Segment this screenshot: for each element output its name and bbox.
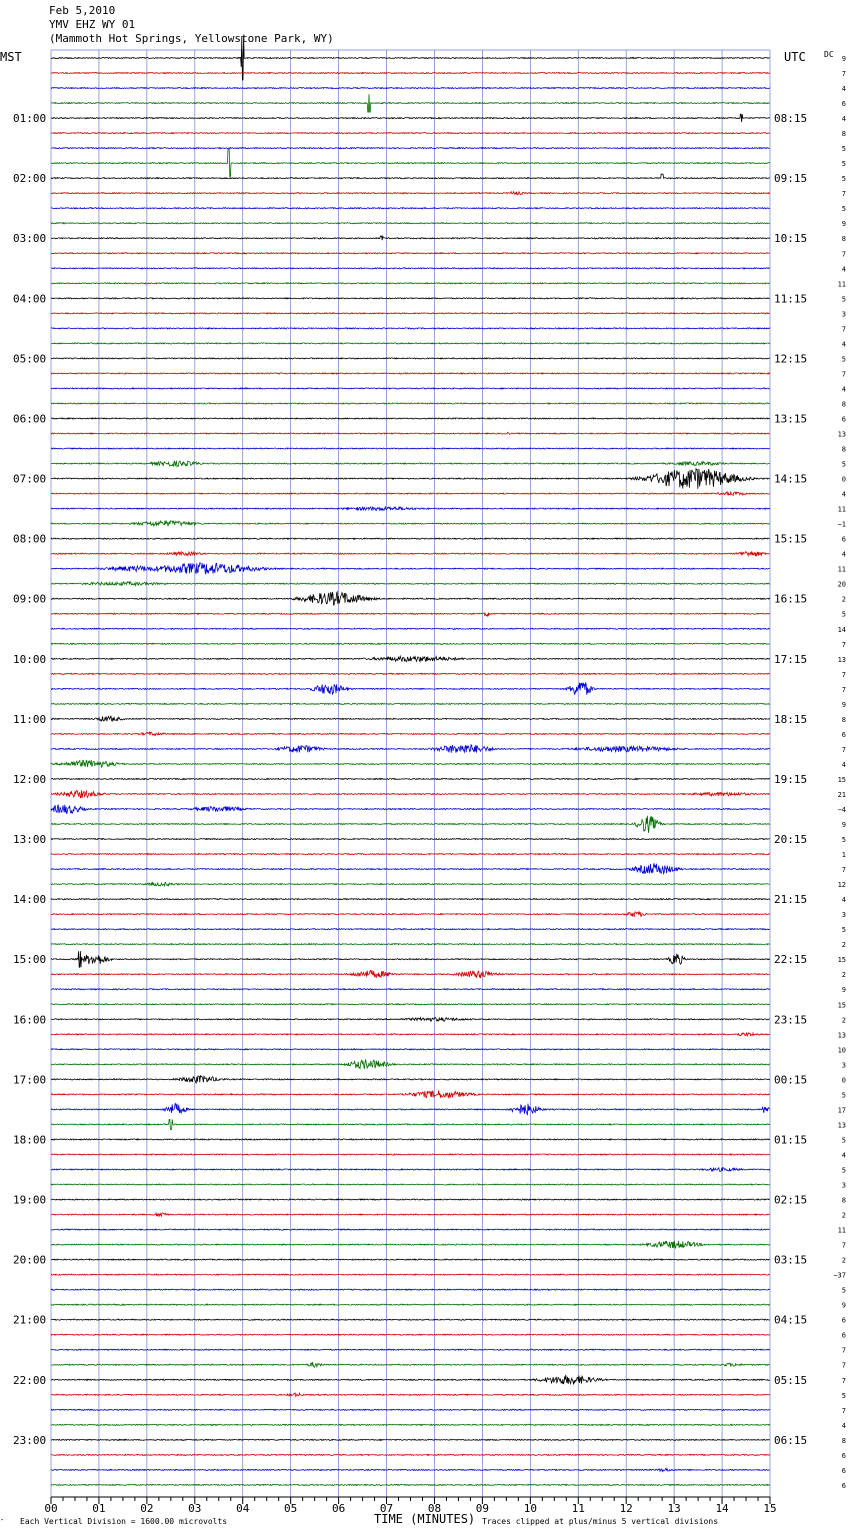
x-tick-label: 08 bbox=[427, 1502, 442, 1515]
left-hour-label: 04:00 bbox=[13, 292, 47, 306]
dc-offset-label: 6 bbox=[841, 1331, 846, 1340]
x-tick-label: 07 bbox=[379, 1502, 394, 1515]
dc-offset-label: 2 bbox=[841, 941, 846, 950]
dc-offset-label: −37 bbox=[833, 1271, 846, 1280]
right-hour-label: 11:15 bbox=[774, 292, 808, 306]
right-hour-label: 19:15 bbox=[774, 772, 808, 786]
right-hour-label: 15:15 bbox=[774, 532, 808, 546]
trace-line bbox=[51, 283, 770, 284]
trace-line bbox=[51, 521, 770, 527]
trace-line bbox=[51, 628, 770, 629]
trace-line bbox=[51, 1154, 770, 1155]
dc-offset-label: 2 bbox=[841, 1016, 846, 1025]
trace-line bbox=[51, 1060, 770, 1069]
right-hour-label: 09:15 bbox=[774, 172, 808, 186]
dc-offset-label: 5 bbox=[841, 160, 846, 169]
dc-offset-label: 3 bbox=[841, 310, 846, 319]
trace-line bbox=[51, 1393, 770, 1396]
dc-offset-label: 13 bbox=[837, 1031, 846, 1040]
trace-line bbox=[51, 328, 770, 329]
trace-line bbox=[51, 94, 770, 112]
left-hour-label: 02:00 bbox=[13, 172, 47, 186]
left-hour-label: 13:00 bbox=[13, 833, 47, 847]
right-hour-label: 01:15 bbox=[774, 1133, 808, 1147]
dc-offset-label: 2 bbox=[841, 1256, 846, 1265]
dc-offset-label: 7 bbox=[841, 866, 846, 875]
dc-offset-label: 7 bbox=[841, 1406, 846, 1415]
trace-line bbox=[51, 114, 770, 122]
x-tick-label: 15 bbox=[763, 1502, 777, 1515]
trace-line bbox=[51, 298, 770, 299]
dc-offset-label: 5 bbox=[841, 926, 846, 935]
x-axis-title: TIME (MINUTES) bbox=[374, 1512, 476, 1526]
dc-offset-label: 9 bbox=[841, 986, 846, 995]
dc-offset-label: 15 bbox=[837, 1001, 846, 1010]
trace-line bbox=[51, 882, 770, 886]
dc-offset-label: 9 bbox=[841, 220, 846, 229]
left-hour-label: 09:00 bbox=[13, 592, 47, 606]
trace-line bbox=[51, 673, 770, 674]
trace-line bbox=[51, 1139, 770, 1140]
trace-line bbox=[51, 461, 770, 467]
station-location: (Mammoth Hot Springs, Yellowstone Park, WY) bbox=[49, 32, 334, 45]
clip-note: Traces clipped at plus/minus 5 vertical divisions bbox=[482, 1517, 719, 1526]
dc-offset-label: 5 bbox=[841, 1091, 846, 1100]
trace-line bbox=[51, 492, 770, 496]
dc-offset-label: 8 bbox=[841, 400, 846, 409]
right-hour-label: 00:15 bbox=[774, 1073, 808, 1087]
trace-line bbox=[51, 656, 770, 661]
dc-offset-label: 4 bbox=[841, 115, 846, 124]
left-hour-label: 14:00 bbox=[13, 893, 47, 907]
dc-offset-label: 7 bbox=[841, 1346, 846, 1355]
left-hour-label: 17:00 bbox=[13, 1073, 47, 1087]
plot-date: Feb 5,2010 bbox=[49, 4, 116, 17]
trace-line bbox=[51, 912, 770, 917]
dc-offset-label: 11 bbox=[837, 1226, 846, 1235]
left-hour-label: 06:00 bbox=[13, 412, 47, 426]
dc-offset-label: 5 bbox=[841, 610, 846, 619]
trace-line bbox=[51, 1424, 770, 1425]
dc-offset-label: 8 bbox=[841, 445, 846, 454]
trace-line bbox=[51, 343, 770, 344]
dc-offset-label: 7 bbox=[841, 1376, 846, 1385]
left-hour-label: 11:00 bbox=[13, 712, 47, 726]
x-tick-label: 11 bbox=[571, 1502, 585, 1515]
dc-offset-label: 3 bbox=[841, 911, 846, 920]
trace-line bbox=[51, 223, 770, 224]
dc-offset-label: 13 bbox=[837, 655, 846, 664]
dc-offset-label: 7 bbox=[841, 670, 846, 679]
right-hour-label: 20:15 bbox=[774, 833, 808, 847]
dc-offset-label: 4 bbox=[841, 340, 846, 349]
left-hour-label: 08:00 bbox=[13, 532, 47, 546]
right-hour-label: 14:15 bbox=[774, 472, 808, 486]
dc-offset-label: 6 bbox=[841, 1466, 846, 1475]
dc-offset-label: 11 bbox=[837, 565, 846, 574]
trace-line bbox=[51, 703, 770, 704]
corner-mark: ″ bbox=[0, 1518, 5, 1526]
dc-offset-label: 5 bbox=[841, 1391, 846, 1400]
trace-line bbox=[51, 313, 770, 314]
trace-line bbox=[51, 951, 770, 967]
x-tick-label: 13 bbox=[667, 1502, 681, 1515]
trace-line bbox=[51, 174, 770, 179]
trace-line bbox=[51, 1049, 770, 1050]
x-tick-label: 09 bbox=[475, 1502, 490, 1515]
dc-offset-label: 0 bbox=[841, 1076, 846, 1085]
trace-line bbox=[51, 1468, 770, 1471]
trace-line bbox=[51, 944, 770, 945]
dc-offset-label: 13 bbox=[837, 1121, 846, 1130]
trace-line bbox=[51, 432, 770, 434]
dc-offset-label: 7 bbox=[841, 745, 846, 754]
trace-line bbox=[51, 208, 770, 209]
x-tick-label: 02 bbox=[140, 1502, 154, 1515]
dc-offset-label: 7 bbox=[841, 190, 846, 199]
dc-offset-label: 7 bbox=[841, 640, 846, 649]
trace-line bbox=[51, 192, 770, 195]
trace-line bbox=[51, 1304, 770, 1305]
x-tick-label: 14 bbox=[715, 1502, 729, 1515]
trace-line bbox=[51, 268, 770, 269]
trace-line bbox=[51, 582, 770, 586]
left-hour-label: 22:00 bbox=[13, 1373, 47, 1387]
dc-offset-label: 7 bbox=[841, 685, 846, 694]
left-hour-label: 10:00 bbox=[13, 652, 47, 666]
dc-offset-label: 8 bbox=[841, 1196, 846, 1205]
x-tick-label: 03 bbox=[188, 1502, 202, 1515]
trace-line bbox=[51, 1004, 770, 1005]
dc-offset-label: 4 bbox=[841, 385, 846, 394]
trace-line bbox=[51, 613, 770, 617]
trace-line bbox=[51, 778, 770, 779]
x-tick-label: 05 bbox=[284, 1502, 298, 1515]
trace-line bbox=[51, 253, 770, 254]
trace-line bbox=[51, 1454, 770, 1455]
dc-offset-label: 2 bbox=[841, 971, 846, 980]
dc-offset-label: 6 bbox=[841, 1451, 846, 1460]
trace-line bbox=[51, 73, 770, 74]
dc-offset-label: 5 bbox=[841, 205, 846, 214]
axis-labels bbox=[13, 55, 846, 1515]
trace-line bbox=[51, 816, 770, 833]
trace-line bbox=[51, 133, 770, 134]
dc-offset-label: 8 bbox=[841, 235, 846, 244]
trace-line bbox=[51, 1289, 770, 1290]
dc-offset-label: 6 bbox=[841, 415, 846, 424]
trace-line bbox=[51, 563, 770, 574]
trace-line bbox=[51, 790, 770, 798]
dc-offset-label: 7 bbox=[841, 1361, 846, 1370]
right-hour-label: 21:15 bbox=[774, 893, 808, 907]
dc-offset-label: 5 bbox=[841, 1166, 846, 1175]
dc-offset-label: 4 bbox=[841, 265, 846, 274]
x-tick-label: 01 bbox=[92, 1502, 106, 1515]
dc-offset-label: 5 bbox=[841, 145, 846, 154]
trace-line bbox=[51, 418, 770, 419]
left-hour-label: 12:00 bbox=[13, 772, 47, 786]
dc-offset-label: 2 bbox=[841, 595, 846, 604]
dc-offset-label: 21 bbox=[837, 790, 846, 799]
trace-line bbox=[51, 643, 770, 644]
dc-offset-label: 5 bbox=[841, 1286, 846, 1295]
x-tick-label: 10 bbox=[523, 1502, 537, 1515]
dc-offset-label: 7 bbox=[841, 370, 846, 379]
dc-offset-label: 5 bbox=[841, 460, 846, 469]
dc-offset-label: 8 bbox=[841, 130, 846, 139]
trace-line bbox=[51, 929, 770, 930]
trace-line bbox=[51, 358, 770, 359]
trace-line bbox=[51, 551, 770, 556]
right-hour-label: 05:15 bbox=[774, 1373, 808, 1387]
dc-offset-label: 15 bbox=[837, 956, 846, 965]
trace-line bbox=[51, 805, 770, 814]
trace-line bbox=[51, 989, 770, 990]
right-timezone-label: UTC bbox=[784, 50, 806, 64]
trace-line bbox=[51, 1319, 770, 1320]
dc-offset-label: 5 bbox=[841, 295, 846, 304]
dc-offset-label: 12 bbox=[837, 881, 846, 890]
dc-offset-label: 6 bbox=[841, 535, 846, 544]
right-hour-label: 04:15 bbox=[774, 1313, 808, 1327]
trace-line bbox=[51, 682, 770, 694]
left-hour-label: 15:00 bbox=[13, 953, 47, 967]
dc-offset-label: −1 bbox=[837, 520, 846, 529]
dc-offset-label: 6 bbox=[841, 1316, 846, 1325]
trace-line bbox=[51, 1033, 770, 1036]
trace-line bbox=[51, 1334, 770, 1335]
right-hour-label: 18:15 bbox=[774, 712, 808, 726]
dc-offset-label: 4 bbox=[841, 490, 846, 499]
trace-line bbox=[51, 1409, 770, 1410]
trace-line bbox=[51, 1439, 770, 1440]
dc-offset-label: 5 bbox=[841, 175, 846, 184]
dc-offset-label: 15 bbox=[837, 775, 846, 784]
x-tick-label: 00 bbox=[44, 1502, 58, 1515]
trace-line bbox=[51, 373, 770, 374]
trace-line bbox=[51, 716, 770, 721]
dc-offset-label: 6 bbox=[841, 100, 846, 109]
scale-note: Each Vertical Division = 1600.00 microvolts bbox=[20, 1517, 228, 1526]
dc-offset-label: 10 bbox=[837, 1046, 846, 1055]
dc-offset-label: 4 bbox=[841, 1421, 846, 1430]
left-hour-label: 16:00 bbox=[13, 1013, 47, 1027]
dc-offset-label: 1 bbox=[841, 851, 846, 860]
dc-offset-label: 3 bbox=[841, 1061, 846, 1070]
trace-line bbox=[51, 1119, 770, 1129]
dc-offset-label: 9 bbox=[841, 1301, 846, 1310]
left-hour-label: 21:00 bbox=[13, 1313, 47, 1327]
dc-offset-label: 8 bbox=[841, 1436, 846, 1445]
right-hour-label: 06:15 bbox=[774, 1433, 808, 1447]
dc-offset-label: 11 bbox=[837, 280, 846, 289]
trace-line bbox=[51, 148, 770, 149]
trace-line bbox=[51, 149, 770, 177]
dc-offset-label: 4 bbox=[841, 760, 846, 769]
dc-offset-label: 20 bbox=[837, 580, 846, 589]
dc-offset-label: 4 bbox=[841, 85, 846, 94]
x-tick-label: 04 bbox=[236, 1502, 250, 1515]
x-tick-label: 06 bbox=[331, 1502, 346, 1515]
trace-line bbox=[51, 1375, 770, 1385]
trace-line bbox=[51, 760, 770, 767]
trace-line bbox=[51, 1259, 770, 1260]
trace-line bbox=[51, 1362, 770, 1367]
trace-line bbox=[51, 469, 770, 489]
trace-line bbox=[51, 592, 770, 606]
trace-line bbox=[51, 1168, 770, 1172]
trace-line bbox=[51, 1274, 770, 1275]
left-hour-label: 20:00 bbox=[13, 1253, 47, 1267]
trace-line bbox=[51, 1484, 770, 1485]
right-hour-label: 22:15 bbox=[774, 953, 808, 967]
dc-offset-label: 3 bbox=[841, 1181, 846, 1190]
dc-offset-label: 11 bbox=[837, 505, 846, 514]
trace-line bbox=[51, 448, 770, 449]
trace-line bbox=[51, 839, 770, 840]
right-hour-label: 16:15 bbox=[774, 592, 808, 606]
dc-offset-label: 5 bbox=[841, 1136, 846, 1145]
x-tick-label: 12 bbox=[619, 1502, 633, 1515]
dc-offset-label: 4 bbox=[841, 896, 846, 905]
trace-line bbox=[51, 1091, 770, 1098]
dc-header: DC bbox=[824, 50, 834, 59]
trace-line bbox=[51, 854, 770, 855]
trace-line bbox=[51, 732, 770, 735]
trace-line bbox=[51, 1017, 770, 1021]
trace-line bbox=[51, 507, 770, 511]
dc-offset-label: 5 bbox=[841, 836, 846, 845]
dc-offset-label: 2 bbox=[841, 1211, 846, 1220]
trace-line bbox=[51, 1213, 770, 1217]
trace-line bbox=[51, 1349, 770, 1350]
dc-offset-label: 7 bbox=[841, 250, 846, 259]
dc-offset-label: 17 bbox=[837, 1106, 846, 1115]
trace-line bbox=[51, 1241, 770, 1248]
left-hour-label: 18:00 bbox=[13, 1133, 47, 1147]
dc-offset-label: 7 bbox=[841, 1241, 846, 1250]
trace-line bbox=[51, 538, 770, 539]
trace-line bbox=[51, 236, 770, 240]
trace-line bbox=[51, 863, 770, 874]
left-hour-label: 05:00 bbox=[13, 352, 47, 366]
dc-offset-label: 13 bbox=[837, 430, 846, 439]
trace-line bbox=[51, 970, 770, 978]
trace-line bbox=[51, 745, 770, 753]
right-hour-label: 23:15 bbox=[774, 1013, 808, 1027]
dc-offset-label: 14 bbox=[837, 625, 846, 634]
trace-line bbox=[51, 899, 770, 900]
dc-offset-label: −4 bbox=[837, 806, 846, 814]
trace-line bbox=[51, 1103, 770, 1115]
dc-offset-label: 7 bbox=[841, 70, 846, 79]
dc-offset-label: 5 bbox=[841, 355, 846, 364]
trace-line bbox=[51, 388, 770, 389]
station-code: YMV EHZ WY 01 bbox=[49, 18, 136, 31]
trace-line bbox=[51, 1229, 770, 1230]
right-hour-label: 13:15 bbox=[774, 412, 808, 426]
right-hour-label: 17:15 bbox=[774, 652, 808, 666]
right-hour-label: 02:15 bbox=[774, 1193, 808, 1207]
trace-line bbox=[51, 1199, 770, 1200]
dc-offset-label: 4 bbox=[841, 1151, 846, 1160]
trace-line bbox=[51, 88, 770, 89]
right-hour-label: 10:15 bbox=[774, 232, 808, 246]
left-hour-label: 03:00 bbox=[13, 232, 47, 246]
left-hour-label: 07:00 bbox=[13, 472, 47, 486]
trace-line bbox=[51, 403, 770, 404]
dc-offset-label: 9 bbox=[841, 700, 846, 709]
trace-line bbox=[51, 1075, 770, 1083]
left-hour-label: 19:00 bbox=[13, 1193, 47, 1207]
dc-offset-label: 8 bbox=[841, 715, 846, 724]
left-hour-label: 23:00 bbox=[13, 1433, 47, 1447]
dc-offset-label: 6 bbox=[841, 1481, 846, 1490]
right-hour-label: 03:15 bbox=[774, 1253, 808, 1267]
dc-offset-label: 9 bbox=[841, 821, 846, 830]
seismic-traces bbox=[51, 36, 770, 1485]
dc-offset-label: 4 bbox=[841, 550, 846, 559]
left-hour-label: 01:00 bbox=[13, 112, 47, 126]
dc-offset-label: 7 bbox=[841, 325, 846, 334]
dc-offset-label: 6 bbox=[841, 730, 846, 739]
right-hour-label: 12:15 bbox=[774, 352, 808, 366]
dc-offset-label: 9 bbox=[841, 55, 846, 63]
trace-line bbox=[51, 1184, 770, 1185]
dc-offset-label: 0 bbox=[841, 475, 846, 484]
left-timezone-label: MST bbox=[0, 50, 22, 64]
right-hour-label: 08:15 bbox=[774, 112, 808, 126]
